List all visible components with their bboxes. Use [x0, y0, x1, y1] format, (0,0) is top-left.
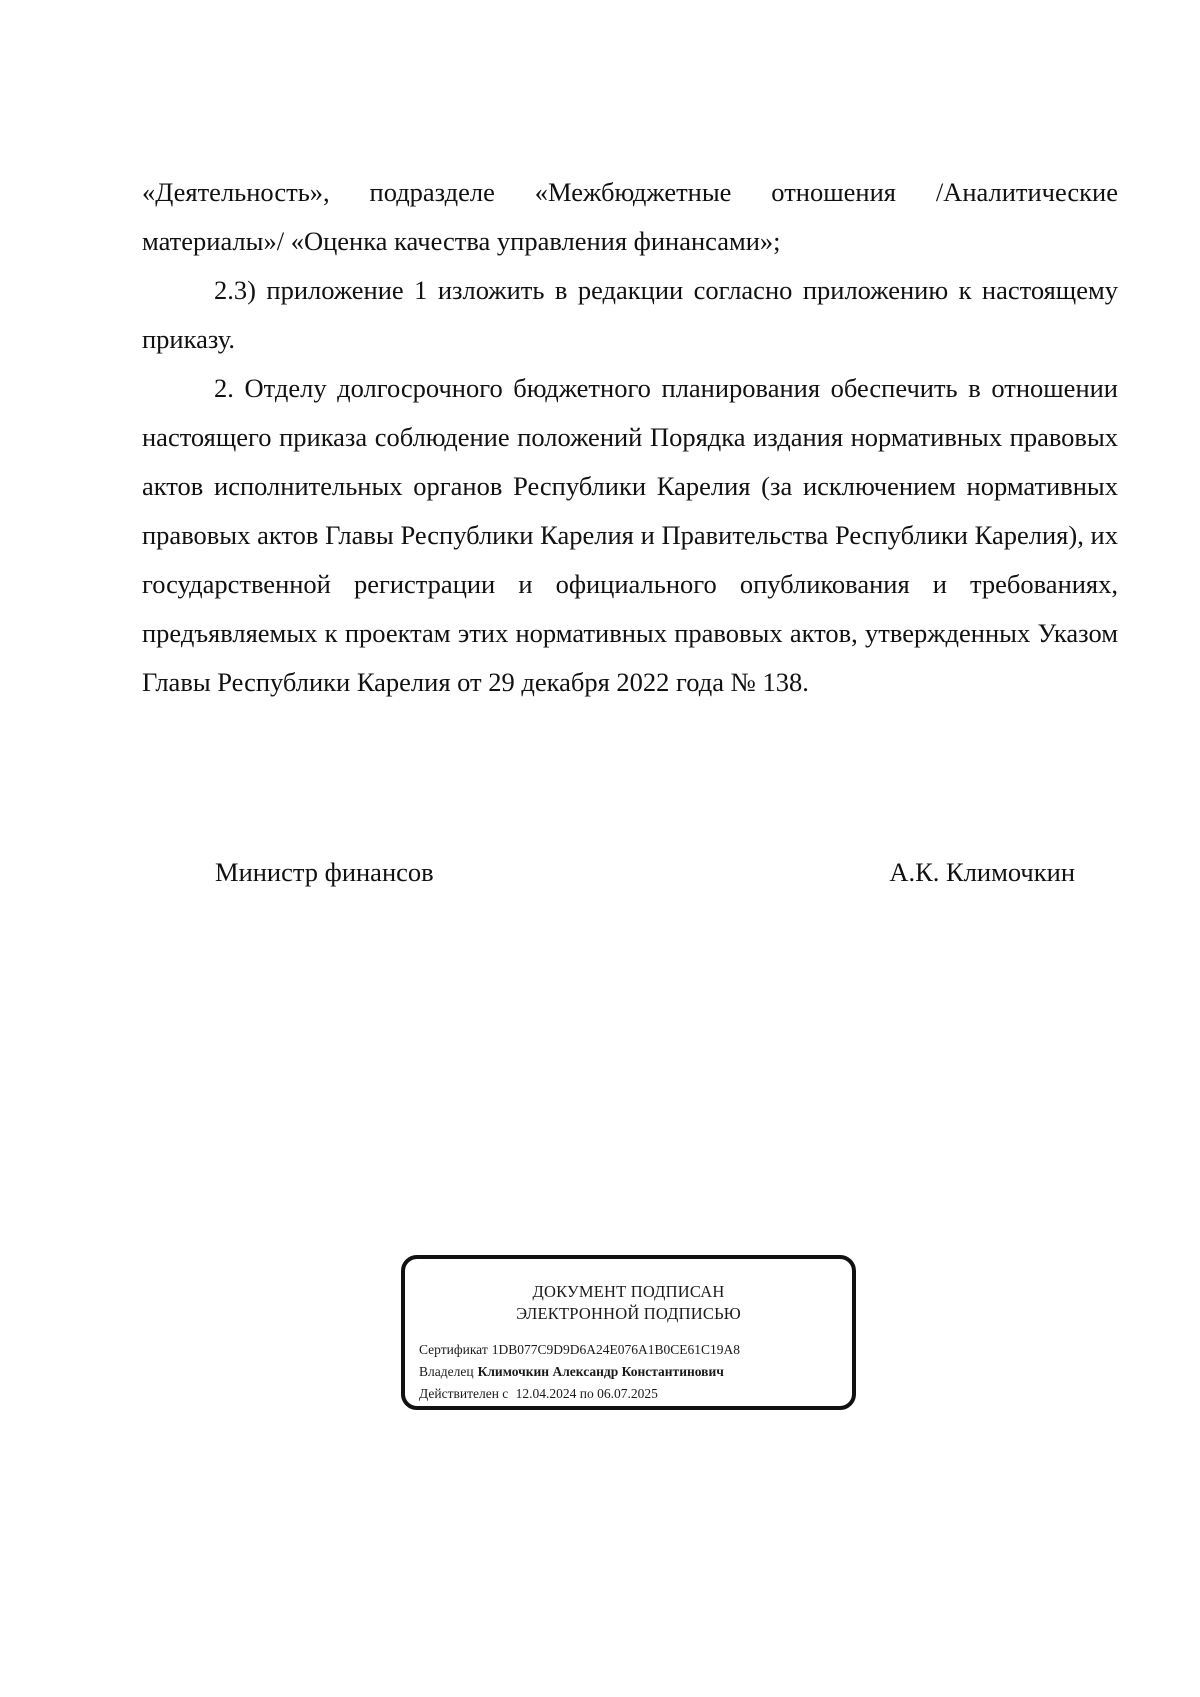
- paragraph-item-2: 2. Отделу долгосрочного бюджетного планирования обеспечить в отношении настоящего приказа соблюдение положений Порядка издания нормативных правовых актов исполнительных органов Республики Карелия (за исключением нормативных правовых актов Главы Республики Карелия и Правительства Республики Карелия), их государственной регистрации и официального опубликования и требованиях, предъявляемых к проектам этих нормативных правовых актов, утвержденных Указом Главы Республики Карелия от 29 декабря 2022 года № 138.: [142, 373, 1118, 697]
- stamp-heading-line-1: ДОКУМЕНТ ПОДПИСАН: [532, 1282, 725, 1301]
- signatory-name: А.К. Климочкин: [889, 857, 1075, 887]
- stamp-validity-line: [419, 1383, 740, 1405]
- stamp-validity-to-label: по: [579, 1386, 594, 1401]
- stamp-valid-from: 12.04.2024: [515, 1386, 577, 1401]
- stamp-certificate-label: Сертификат: [419, 1342, 488, 1357]
- signatory-title: Министр финансов: [215, 857, 434, 887]
- stamp-validity-label: Действителен с: [419, 1386, 509, 1401]
- paragraph-item-2-3: 2.3) приложение 1 изложить в редакции согласно приложению к настоящему приказу.: [142, 275, 1118, 354]
- stamp-owner-value: Климочкин Александр Константинович: [477, 1364, 724, 1379]
- stamp-details: [419, 1339, 740, 1405]
- document-body: [142, 168, 1118, 707]
- paragraph-continuation: «Деятельность», подразделе «Межбюджетные отношения /Аналитические материалы»/ «Оценка качества управления финансами»;: [142, 177, 1118, 256]
- electronic-signature-stamp: [401, 1255, 856, 1410]
- stamp-heading: [405, 1281, 852, 1325]
- stamp-heading-line-2: ЭЛЕКТРОННОЙ ПОДПИСЬЮ: [516, 1304, 741, 1323]
- stamp-certificate-value: 1DB077C9D9D6A24E076A1B0CE61C19A8: [491, 1342, 740, 1357]
- stamp-owner-label: Владелец: [419, 1364, 474, 1379]
- stamp-valid-to: 06.07.2025: [597, 1386, 658, 1401]
- stamp-owner-line: [419, 1361, 740, 1383]
- stamp-certificate-line: [419, 1339, 740, 1361]
